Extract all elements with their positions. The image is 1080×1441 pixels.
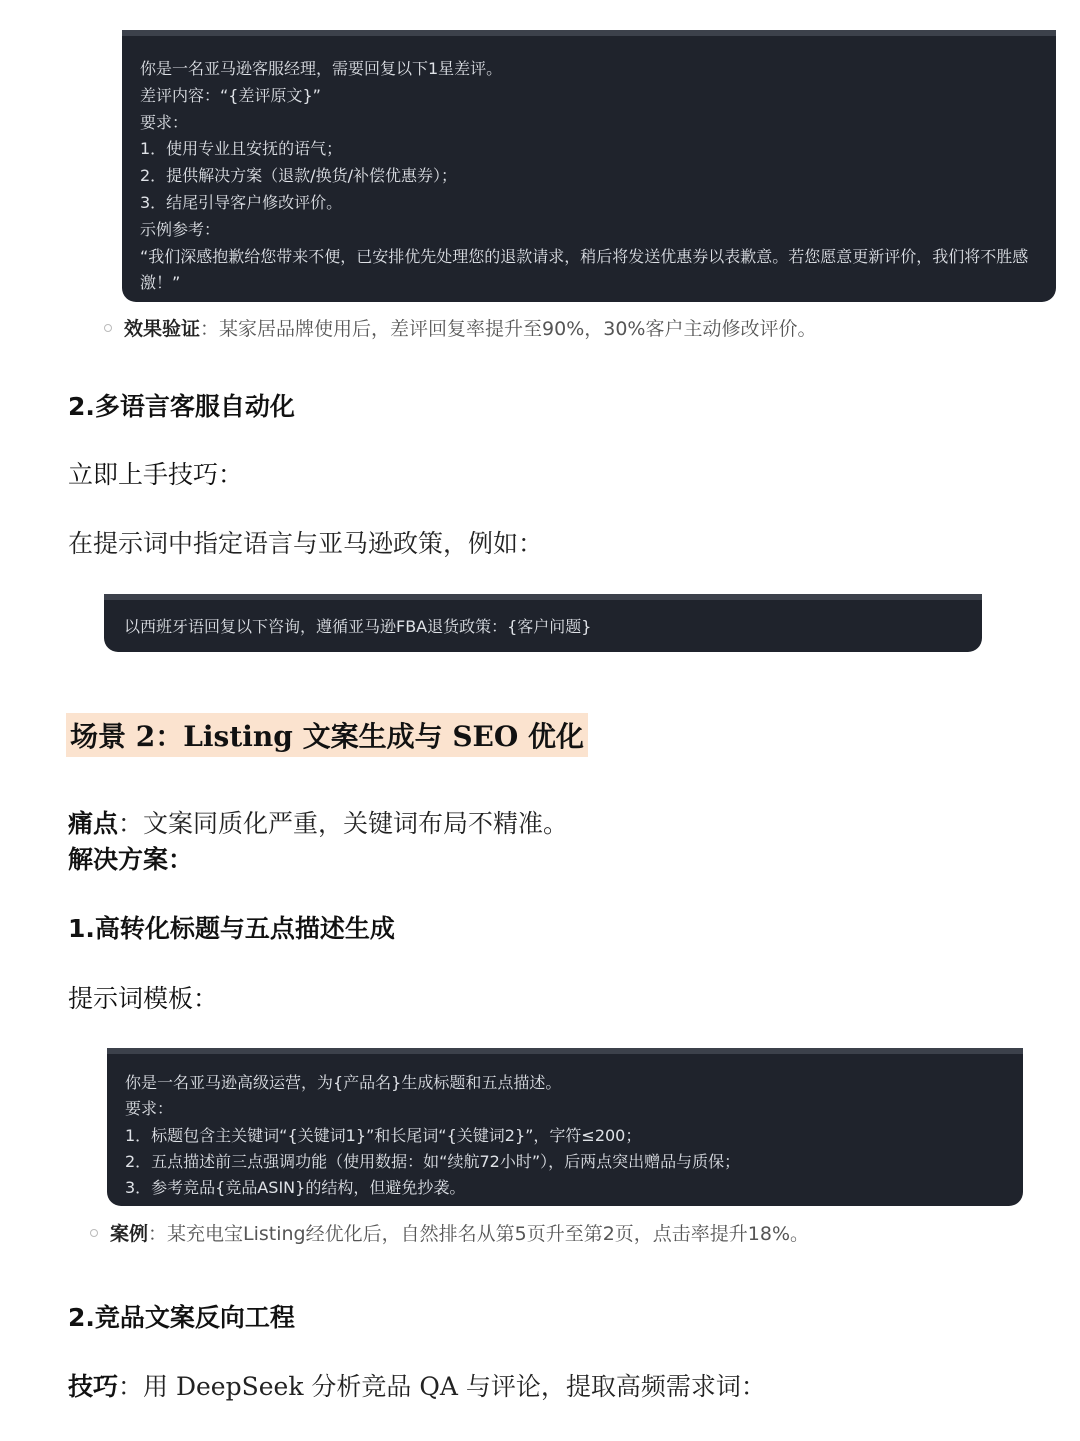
code-block-review-reply	[122, 30, 1056, 302]
effect-label: 效果验证	[124, 318, 201, 340]
code-line: 要求：	[140, 112, 189, 132]
pain-point	[68, 804, 568, 840]
case-label: 案例	[110, 1223, 149, 1245]
scene-heading: 场景 2：Listing 文案生成与 SEO 优化	[66, 713, 588, 757]
code-line: 要求：	[125, 1099, 174, 1119]
code-line: 差评内容：“{差评原文}”	[140, 85, 321, 105]
technique-text: ：用 DeepSeek 分析竞品 QA 与评论，提取高频需求词：	[118, 1372, 766, 1401]
tip-heading: 立即上手技巧：	[68, 460, 244, 489]
code-line: 你是一名亚马逊高级运营，为{产品名}生成标题和五点描述。	[125, 1073, 562, 1092]
pain-text: ：文案同质化严重，关键词布局不精准。	[118, 809, 569, 838]
code-line: 3．参考竞品{竞品ASIN}的结构，但避免抄袭。	[125, 1178, 466, 1198]
code-line: 1．标题包含主关键词“{关键词1}”和长尾词“{关键词2}”，字符≤200；	[125, 1125, 642, 1145]
code-line: 你是一名亚马逊客服经理，需要回复以下1星差评。	[140, 59, 503, 78]
section-title-reverse: 2.竞品文案反向工程	[68, 1303, 295, 1332]
section-title-generation: 1.高转化标题与五点描述生成	[68, 914, 395, 943]
code-line: 以西班牙语回复以下咨询，遵循亚马逊FBA退货政策：{客户问题}	[124, 617, 592, 636]
case-bullet	[90, 1219, 809, 1246]
solution-label: 解决方案：	[68, 845, 194, 874]
code-block-listing-template	[107, 1048, 1023, 1206]
case-text: ：某充电宝Listing经优化后，自然排名从第5页升至第2页，点击率提升18%。	[148, 1223, 810, 1245]
effect-bullet	[104, 314, 816, 341]
technique-label: 技巧	[68, 1372, 119, 1401]
pain-label: 痛点	[68, 809, 119, 838]
effect-text: ：某家居品牌使用后，差评回复率提升至90%，30%客户主动修改评价。	[200, 318, 817, 340]
code-line: 1．使用专业且安抚的语气；	[140, 139, 343, 159]
paragraph-multilang: 在提示词中指定语言与亚马逊政策，例如：	[68, 529, 544, 558]
code-block-spanish-reply	[104, 594, 982, 652]
bullet-circle-icon	[104, 324, 112, 332]
code-line: 2．五点描述前三点强调功能（使用数据：如“续航72小时”），后两点突出赠品与质保；	[125, 1151, 741, 1171]
template-heading: 提示词模板：	[68, 984, 219, 1013]
code-line: 示例参考：	[140, 219, 221, 239]
bullet-circle-icon	[90, 1229, 98, 1237]
section-title-multilang: 2.多语言客服自动化	[68, 392, 295, 421]
code-line: 2．提供解决方案（退款/换货/补偿优惠券）；	[140, 166, 457, 186]
technique-paragraph	[68, 1367, 766, 1403]
code-line: 3．结尾引导客户修改评价。	[140, 192, 343, 212]
code-line: “我们深感抱歉给您带来不便，已安排优先处理您的退款请求，稍后将发送优惠券以表歉意。若您愿意更新评价，我们将不胜感激！”	[140, 246, 1029, 293]
